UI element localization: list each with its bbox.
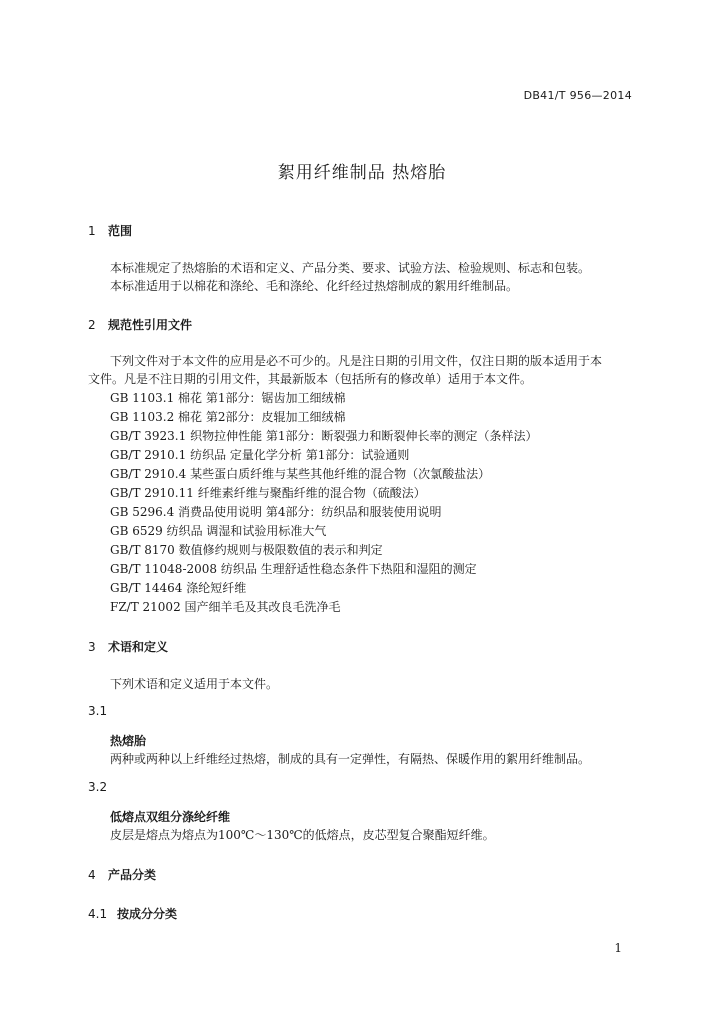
reference-item: GB 1103.1 棉花 第1部分：锯齿加工细绒棉 xyxy=(110,391,346,405)
reference-item: GB/T 2910.4 某些蛋白质纤维与某些其他纤维的混合物（次氯酸盐法） xyxy=(110,467,491,481)
reference-item: GB/T 2910.1 纺织品 定量化学分析 第1部分：试验通则 xyxy=(110,448,410,462)
section-4-number: 4 xyxy=(88,868,96,882)
section-1-heading xyxy=(88,222,132,239)
scope-paragraph: 本标准规定了热熔胎的术语和定义、产品分类、要求、试验方法、检验规则、标志和包装。 xyxy=(110,261,591,275)
document-number: DB41/T 956—2014 xyxy=(523,89,632,102)
term-name: 热熔胎 xyxy=(110,734,147,748)
reference-item: FZ/T 21002 国产细羊毛及其改良毛洗净毛 xyxy=(110,600,341,614)
subsection-4-1-title: 按成分分类 xyxy=(117,907,178,921)
reference-item: GB/T 2910.11 纤维素纤维与聚酯纤维的混合物（硫酸法） xyxy=(110,486,426,500)
section-2-number: 2 xyxy=(88,318,96,332)
section-1-number: 1 xyxy=(88,224,96,238)
terms-intro: 下列术语和定义适用于本文件。 xyxy=(110,677,279,691)
reference-item: GB 6529 纺织品 调湿和试验用标准大气 xyxy=(110,524,327,538)
subsection-4-1-number: 4.1 xyxy=(88,907,108,921)
reference-item: GB/T 3923.1 织物拉伸性能 第1部分：断裂强力和断裂伸长率的测定（条样法） xyxy=(110,429,538,443)
reference-item: GB/T 11048-2008 纺织品 生理舒适性稳态条件下热阻和湿阻的测定 xyxy=(110,562,477,576)
references-intro: 下列文件对于本文件的应用是必不可少的。凡是注日期的引用文件，仅注日期的版本适用于本 xyxy=(110,354,603,368)
reference-item: GB 1103.2 棉花 第2部分：皮辊加工细绒棉 xyxy=(110,410,346,424)
document-title: 絮用纤维制品 热熔胎 xyxy=(277,163,447,183)
section-3-number: 3 xyxy=(88,640,96,654)
reference-item: GB 5296.4 消费品使用说明 第4部分：纺织品和服装使用说明 xyxy=(110,505,442,519)
subsection-4-1-heading xyxy=(88,905,177,922)
term-definition: 皮层是熔点为熔点为100℃～130℃的低熔点，皮芯型复合聚酯短纤维。 xyxy=(110,828,495,842)
reference-item: GB/T 14464 涤纶短纤维 xyxy=(110,581,247,595)
scope-paragraph: 本标准适用于以棉花和涤纶、毛和涤纶、化纤经过热熔制成的絮用纤维制品。 xyxy=(110,279,519,293)
reference-item: GB/T 8170 数值修约规则与极限数值的表示和判定 xyxy=(110,543,383,557)
section-4-title: 产品分类 xyxy=(108,868,157,882)
references-intro: 文件。凡是不注日期的引用文件，其最新版本（包括所有的修改单）适用于本文件。 xyxy=(88,372,533,386)
section-2-title: 规范性引用文件 xyxy=(108,318,193,332)
page-number: 1 xyxy=(614,941,622,955)
section-4-heading xyxy=(88,866,156,883)
section-1-title: 范围 xyxy=(108,224,133,238)
section-3-heading xyxy=(88,638,168,655)
clause-number: 3.2 xyxy=(88,780,108,794)
clause-number: 3.1 xyxy=(88,704,108,718)
section-3-title: 术语和定义 xyxy=(108,640,169,654)
term-name: 低熔点双组分涤纶纤维 xyxy=(110,810,231,824)
section-2-heading xyxy=(88,316,192,333)
term-definition: 两种或两种以上纤维经过热熔，制成的具有一定弹性，有隔热、保暖作用的絮用纤维制品。 xyxy=(110,752,591,766)
